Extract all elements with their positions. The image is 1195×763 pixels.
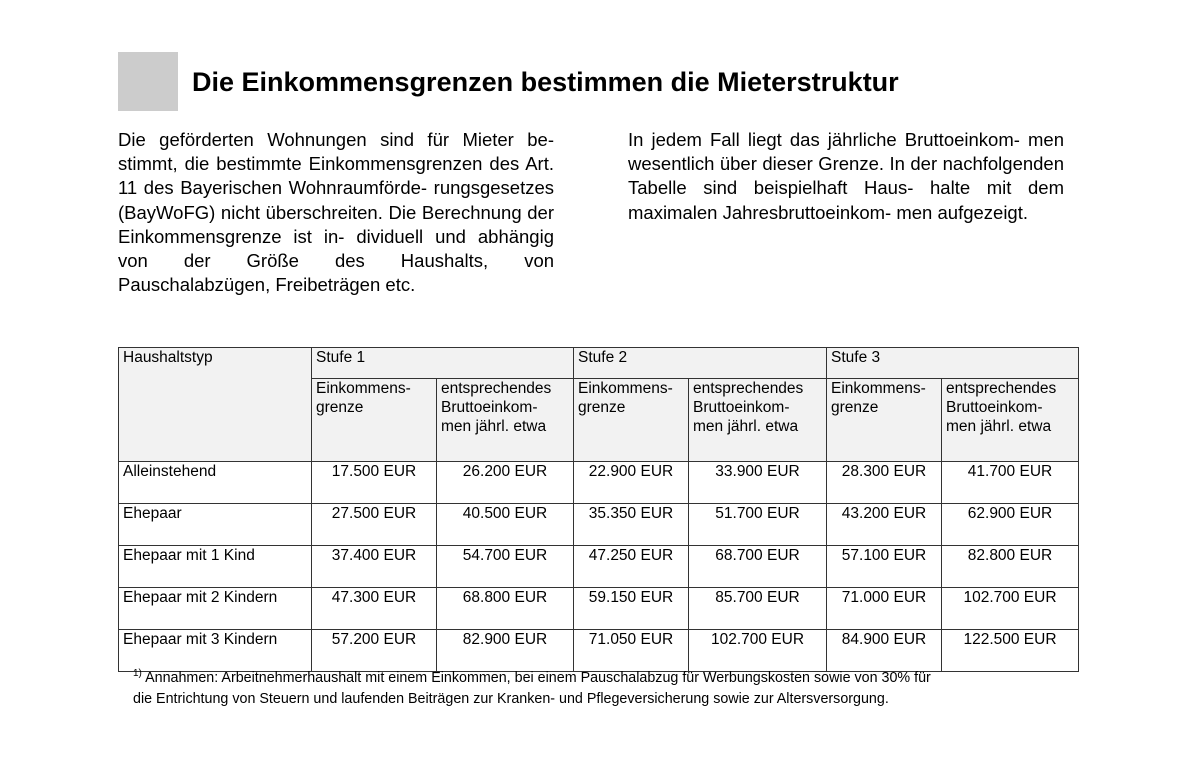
table-header-stufen (119, 348, 1079, 379)
cell-value: 71.000 EUR (827, 588, 942, 630)
cell-value: 62.900 EUR (942, 504, 1079, 546)
cell-value: 82.800 EUR (942, 546, 1079, 588)
cell-value: 68.700 EUR (689, 546, 827, 588)
text-line: Haushalts, von Pauschalabzügen, Freibeträgen (118, 250, 555, 296)
intro-text-right (628, 128, 1064, 225)
footnote-line: Annahmen: Arbeitnehmerhaushalt mit einem Einkommen, bei einem Pauschalabzug für Werbungskosten sowie von 30% für (145, 670, 931, 686)
intro-text-left (118, 128, 554, 297)
cell-value: 51.700 EUR (689, 504, 827, 546)
table-row (119, 504, 1079, 546)
header-brutto: entsprechendes Bruttoeinkom- men jährl. etwa (437, 379, 574, 462)
cell-value: 122.500 EUR (942, 630, 1079, 672)
section-marker-square (118, 52, 178, 111)
text-line: Die Berechnung der Einkommensgrenze ist in- (118, 201, 554, 247)
cell-value: 102.700 EUR (689, 630, 827, 672)
text-line: In jedem Fall liegt das jährliche Bruttoeinkom- (628, 129, 1020, 150)
text-line: dividuell und abhängig von der Größe des (118, 225, 554, 272)
header-stufe-2: Stufe 2 (574, 348, 827, 379)
cell-value: 22.900 EUR (574, 462, 689, 504)
cell-value: 33.900 EUR (689, 462, 827, 504)
cell-value: 37.400 EUR (312, 546, 437, 588)
text-line: Die geförderten Wohnungen sind für Mieter be- (118, 129, 554, 150)
header-brutto: entsprechendes Bruttoeinkom- men jährl. etwa (689, 379, 827, 462)
cell-value: 57.200 EUR (312, 630, 437, 672)
cell-value: 40.500 EUR (437, 504, 574, 546)
row-label: Ehepaar (119, 504, 312, 546)
cell-value: 47.300 EUR (312, 588, 437, 630)
table-row (119, 546, 1079, 588)
text-line: stimmt, die bestimmte Einkommensgrenzen (118, 153, 483, 175)
row-label: Ehepaar mit 1 Kind (119, 546, 312, 588)
cell-value: 27.500 EUR (312, 504, 437, 546)
text-line: etc. (385, 274, 416, 296)
header-stufe-3: Stufe 3 (827, 348, 1079, 379)
footnote (133, 668, 1073, 709)
cell-value: 41.700 EUR (942, 462, 1079, 504)
row-label: Ehepaar mit 3 Kindern (119, 630, 312, 672)
cell-value: 71.050 EUR (574, 630, 689, 672)
cell-value: 26.200 EUR (437, 462, 574, 504)
text-line: rungsgesetzes (BayWoFG) nicht überschreiten. (118, 177, 554, 223)
header-einkommensgrenze: Einkommens- grenze (574, 379, 689, 462)
table-row (119, 588, 1079, 630)
header-einkommensgrenze: Einkommens- grenze (312, 379, 437, 462)
row-label: Ehepaar mit 2 Kindern (119, 588, 312, 630)
header-brutto: entsprechendes Bruttoeinkom- men jährl. etwa (942, 379, 1079, 462)
cell-value: 35.350 EUR (574, 504, 689, 546)
header-haushaltstyp: Haushaltstyp (119, 348, 312, 462)
row-label: Alleinstehend (119, 462, 312, 504)
cell-value: 17.500 EUR (312, 462, 437, 504)
cell-value: 57.100 EUR (827, 546, 942, 588)
cell-value: 102.700 EUR (942, 588, 1079, 630)
table-row (119, 630, 1079, 672)
footnote-marker: 1) (133, 668, 142, 680)
cell-value: 28.300 EUR (827, 462, 942, 504)
cell-value: 84.900 EUR (827, 630, 942, 672)
cell-value: 43.200 EUR (827, 504, 942, 546)
cell-value: 68.800 EUR (437, 588, 574, 630)
text-line: des Art. 11 des Bayerischen Wohnraumförde- (118, 153, 554, 199)
cell-value: 59.150 EUR (574, 588, 689, 630)
footnote-line: die Entrichtung von Steuern und laufenden Beiträgen zur Kranken- und Pflegeversicherung sowie zur Altersversorgung. (133, 690, 889, 707)
income-limits-table (118, 347, 1079, 672)
text-line: halte mit dem maximalen Jahresbruttoeinkom- (628, 177, 1065, 223)
cell-value: 54.700 EUR (437, 546, 574, 588)
table-row (119, 462, 1079, 504)
header-einkommensgrenze: Einkommens- grenze (827, 379, 942, 462)
cell-value: 47.250 EUR (574, 546, 689, 588)
text-line: men wesentlich über dieser Grenze. In der (628, 129, 1064, 175)
text-line: men aufgezeigt. (896, 201, 1029, 223)
page-title: Die Einkommensgrenzen bestimmen die Mieterstruktur (192, 67, 899, 97)
text-line: nachfolgenden Tabelle sind beispielhaft Haus- (628, 153, 1065, 199)
cell-value: 85.700 EUR (689, 588, 827, 630)
cell-value: 82.900 EUR (437, 630, 574, 672)
header-stufe-1: Stufe 1 (312, 348, 574, 379)
